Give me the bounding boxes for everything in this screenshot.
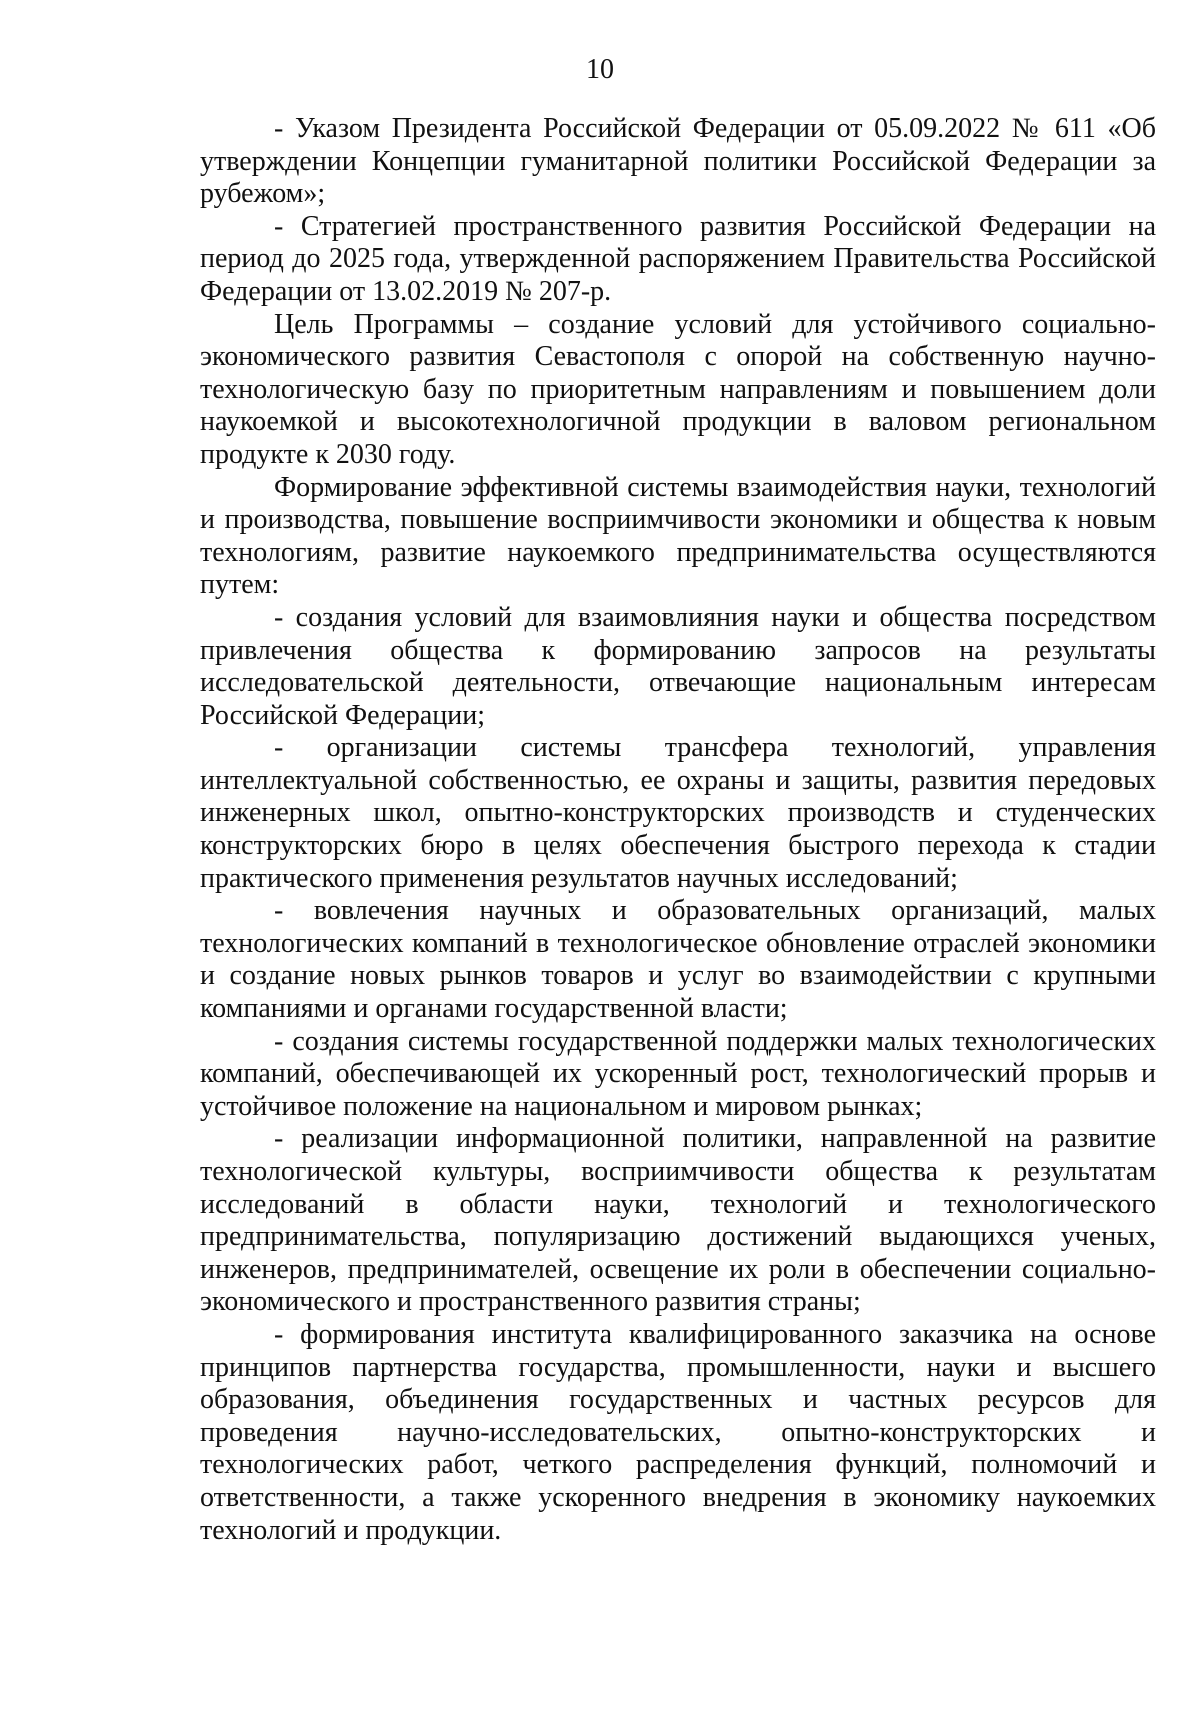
paragraph-system-formation: Формирование эффективной системы взаимодействия науки, технологий и производства, повышение восприимчивости экономики и общества к новым технологиям, развитие наукоемкого предпринимательства осуществляются путем:	[200, 471, 1156, 601]
paragraph-spatial-strategy: - Стратегией пространственного развития Российской Федерации на период до 2025 года, утвержденной распоряжением Правительства Российской Федерации от 13.02.2019 № 207-р.	[200, 210, 1156, 307]
paragraph-program-goal: Цель Программы – создание условий для устойчивого социально-экономического развития Севастополя с опорой на собственную научно-технологическую базу по приоритетным направлениям и повышением доли наукоемкой и высокотехнологичной продукции в валовом региональном продукте к 2030 году.	[200, 308, 1156, 470]
paragraph-organization-involvement: - вовлечения научных и образовательных организаций, малых технологических компаний в технологическое обновление отраслей экономики и создание новых рынков товаров и услуг во взаимодействии с крупными компаниями и органами государственной власти;	[200, 895, 1156, 1025]
paragraph-qualified-customer: - формирования института квалифицированного заказчика на основе принципов партнерства государства, промышленности, науки и высшего образования, объединения государственных и частных ресурсов для проведения научно-исследовательских, опытно-конструкторских и технологических работ, четкого распределения функций, полномочий и ответственности, а также ускоренного внедрения в экономику наукоемких технологий и продукции.	[200, 1318, 1156, 1546]
paragraph-technology-transfer: - организации системы трансфера технологий, управления интеллектуальной собственностью, ее охраны и защиты, развития передовых инженерных школ, опытно-конструкторских производств и студенческих конструкторских бюро в целях обеспечения быстрого перехода к стадии практического применения результатов научных исследований;	[200, 732, 1156, 894]
paragraph-information-policy: - реализации информационной политики, направленной на развитие технологической культуры, восприимчивости общества к результатам исследований в области науки, технологий и технологического предпринимательства, популяризацию достижений выдающихся ученых, инженеров, предпринимателей, освещение их роли в обеспечении социально-экономического и пространственного развития страны;	[200, 1123, 1156, 1318]
paragraph-presidential-decree: - Указом Президента Российской Федерации от 05.09.2022 № 611 «Об утверждении Концепции гуманитарной политики Российской Федерации за рубежом»;	[200, 113, 1156, 210]
document-body	[200, 113, 1156, 1547]
paragraph-state-support: - создания системы государственной поддержки малых технологических компаний, обеспечивающей их ускоренный рост, технологический прорыв и устойчивое положение на национальном и мировом рынках;	[200, 1025, 1156, 1122]
paragraph-science-society: - создания условий для взаимовлияния науки и общества посредством привлечения общества к формированию запросов на результаты исследовательской деятельности, отвечающие национальным интересам Российской Федерации;	[200, 601, 1156, 731]
page-number: 10	[586, 54, 614, 85]
